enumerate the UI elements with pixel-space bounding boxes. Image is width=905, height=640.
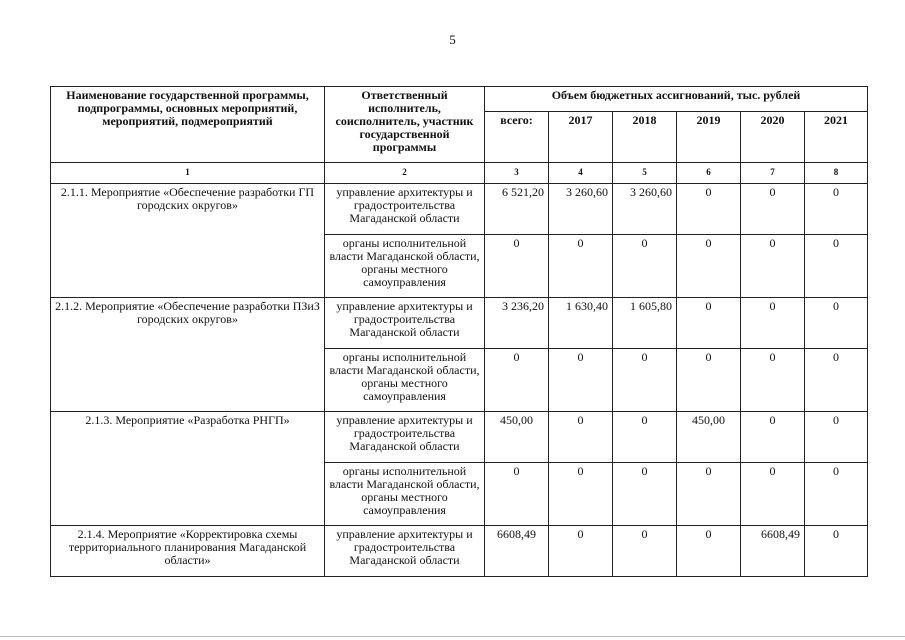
value-2018: 0 — [613, 412, 677, 463]
value-2018: 0 — [613, 349, 677, 412]
column-number: 3 — [485, 163, 549, 184]
value-2019: 450,00 — [677, 412, 741, 463]
header-year-2019: 2019 — [677, 112, 741, 163]
header-executor: Ответственный исполнитель, соисполнитель, участник государственной программы — [325, 87, 485, 163]
column-number: 6 — [677, 163, 741, 184]
value-total: 6608,49 — [485, 526, 549, 577]
value-2019: 0 — [677, 526, 741, 577]
value-2021: 0 — [805, 184, 868, 235]
value-2021: 0 — [805, 412, 868, 463]
value-2021: 0 — [805, 349, 868, 412]
column-numbers-row — [51, 163, 868, 184]
value-2018: 0 — [613, 463, 677, 526]
executor-cell: органы исполнительной власти Магаданской области, органы местного самоуправления — [325, 463, 485, 526]
header-year-2021: 2021 — [805, 112, 868, 163]
value-2018: 1 605,80 — [613, 298, 677, 349]
executor-cell: органы исполнительной власти Магаданской области, органы местного самоуправления — [325, 235, 485, 298]
value-2017: 3 260,60 — [549, 184, 613, 235]
value-2017: 0 — [549, 349, 613, 412]
value-2018: 0 — [613, 526, 677, 577]
value-2017: 0 — [549, 412, 613, 463]
value-2017: 1 630,40 — [549, 298, 613, 349]
value-total: 0 — [485, 235, 549, 298]
value-2018: 0 — [613, 235, 677, 298]
column-number: 2 — [325, 163, 485, 184]
value-total: 0 — [485, 463, 549, 526]
value-2020: 0 — [741, 463, 805, 526]
table-row — [51, 298, 868, 349]
header-year-2018: 2018 — [613, 112, 677, 163]
value-2020: 0 — [741, 412, 805, 463]
value-2020: 0 — [741, 184, 805, 235]
executor-cell: управление архитектуры и градостроительства Магаданской области — [325, 412, 485, 463]
header-name: Наименование государственной программы, подпрограммы, основных мероприятий, мероприятий, подмероприятий — [51, 87, 325, 163]
column-number: 4 — [549, 163, 613, 184]
value-2021: 0 — [805, 235, 868, 298]
measure-name: 2.1.3. Мероприятие «Разработка РНГП» — [51, 412, 325, 526]
column-number: 1 — [51, 163, 325, 184]
column-number: 5 — [613, 163, 677, 184]
value-2020: 0 — [741, 349, 805, 412]
measure-name: 2.1.4. Мероприятие «Корректировка схемы территориального планирования Магаданской области» — [51, 526, 325, 577]
value-2019: 0 — [677, 235, 741, 298]
header-year-2017: 2017 — [549, 112, 613, 163]
value-total: 0 — [485, 349, 549, 412]
value-2019: 0 — [677, 298, 741, 349]
value-2019: 0 — [677, 184, 741, 235]
bottom-rule — [0, 636, 905, 637]
value-2017: 0 — [549, 463, 613, 526]
table-row — [51, 412, 868, 463]
value-2019: 0 — [677, 463, 741, 526]
header-year-2020: 2020 — [741, 112, 805, 163]
table-row — [51, 184, 868, 235]
value-2021: 0 — [805, 526, 868, 577]
table-row — [51, 526, 868, 577]
value-total: 3 236,20 — [485, 298, 549, 349]
value-2020: 6608,49 — [741, 526, 805, 577]
budget-table — [50, 86, 868, 577]
executor-cell: управление архитектуры и градостроительства Магаданской области — [325, 526, 485, 577]
value-2020: 0 — [741, 235, 805, 298]
value-2017: 0 — [549, 526, 613, 577]
value-2019: 0 — [677, 349, 741, 412]
value-2021: 0 — [805, 298, 868, 349]
value-2020: 0 — [741, 298, 805, 349]
measure-name: 2.1.2. Мероприятие «Обеспечение разработки ПЗиЗ городских округов» — [51, 298, 325, 412]
value-total: 450,00 — [485, 412, 549, 463]
measure-name: 2.1.1. Мероприятие «Обеспечение разработки ГП городских округов» — [51, 184, 325, 298]
page-number: 5 — [449, 32, 456, 47]
value-2018: 3 260,60 — [613, 184, 677, 235]
executor-cell: управление архитектуры и градостроительства Магаданской области — [325, 184, 485, 235]
executor-cell: управление архитектуры и градостроительства Магаданской области — [325, 298, 485, 349]
header-total: всего: — [485, 112, 549, 163]
column-number: 8 — [805, 163, 868, 184]
column-number: 7 — [741, 163, 805, 184]
header-budget: Объем бюджетных ассигнований, тыс. рублей — [485, 87, 868, 112]
value-2017: 0 — [549, 235, 613, 298]
value-total: 6 521,20 — [485, 184, 549, 235]
value-2021: 0 — [805, 463, 868, 526]
executor-cell: органы исполнительной власти Магаданской области, органы местного самоуправления — [325, 349, 485, 412]
